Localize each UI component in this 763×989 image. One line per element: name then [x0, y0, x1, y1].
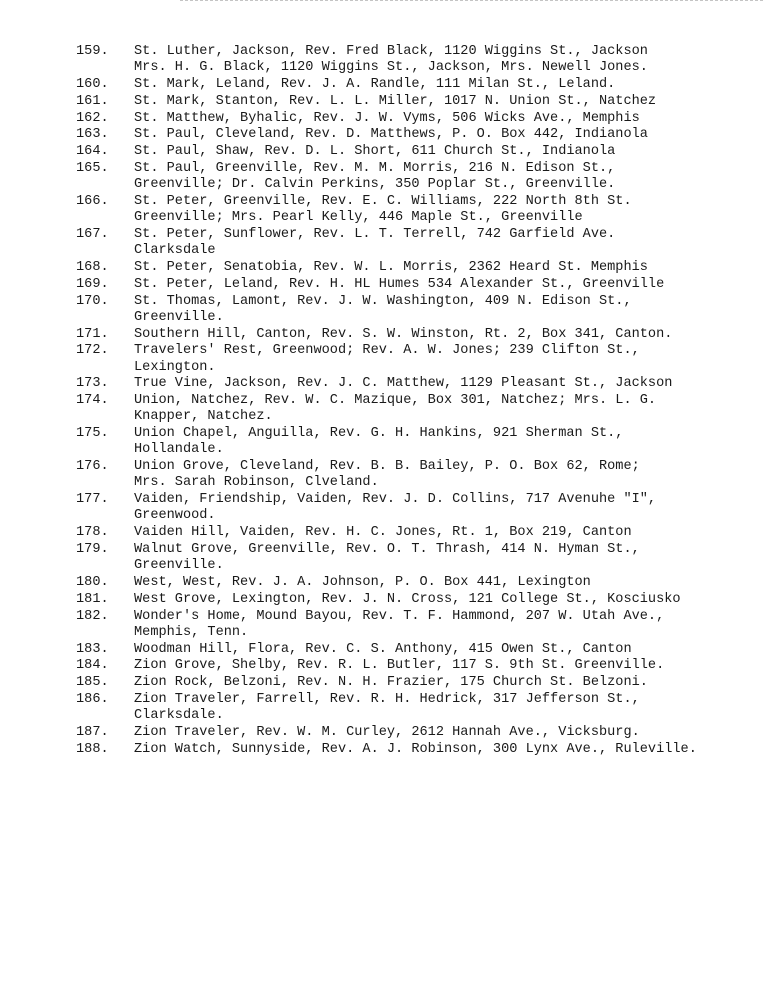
entry-line: St. Peter, Leland, Rev. H. HL Humes 534 Alexander St., Greenville — [134, 276, 665, 292]
entry-line: Greenville; Mrs. Pearl Kelly, 446 Maple St., Greenville — [134, 210, 583, 226]
directory-entry — [76, 525, 756, 541]
directory-entry — [76, 542, 756, 574]
directory-entry — [76, 675, 756, 691]
entry-line: St. Matthew, Byhalic, Rev. J. W. Vyms, 506 Wicks Ave., Memphis — [134, 110, 640, 126]
directory-entry — [76, 277, 756, 293]
entry-line: True Vine, Jackson, Rev. J. C. Matthew, 1129 Pleasant St., Jackson — [134, 376, 673, 392]
entry-text — [134, 127, 756, 143]
entry-line: Walnut Grove, Greenville, Rev. O. T. Thrash, 414 N. Hyman St., — [134, 541, 640, 557]
church-directory-list — [76, 44, 756, 759]
directory-entry — [76, 194, 756, 226]
entry-number: 177. — [76, 492, 109, 508]
entry-number: 172. — [76, 343, 109, 359]
entry-line: Southern Hill, Canton, Rev. S. W. Winston, Rt. 2, Box 341, Canton. — [134, 326, 673, 342]
entry-number: 174. — [76, 393, 109, 409]
entry-number: 162. — [76, 110, 109, 126]
entry-line: Travelers' Rest, Greenwood; Rev. A. W. Jones; 239 Clifton St., — [134, 343, 640, 359]
directory-entry — [76, 294, 756, 326]
entry-text — [134, 575, 756, 591]
entry-line: Memphis, Tenn. — [134, 624, 249, 640]
entry-number: 176. — [76, 459, 109, 475]
directory-entry — [76, 260, 756, 276]
entry-number: 181. — [76, 591, 109, 607]
entry-line: Knapper, Natchez. — [134, 409, 273, 425]
entry-text — [134, 592, 756, 608]
directory-entry — [76, 94, 756, 110]
directory-entry — [76, 393, 756, 425]
directory-entry — [76, 592, 756, 608]
entry-text — [134, 642, 756, 658]
entry-number: 173. — [76, 376, 109, 392]
entry-line: St. Peter, Greenville, Rev. E. C. Williams, 222 North 8th St. — [134, 193, 632, 209]
entry-line: Greenville; Dr. Calvin Perkins, 350 Poplar St., Greenville. — [134, 177, 616, 193]
entry-number: 163. — [76, 127, 109, 143]
entry-line: Union Chapel, Anguilla, Rev. G. H. Hankins, 921 Sherman St., — [134, 426, 624, 442]
entry-text — [134, 725, 756, 741]
directory-entry — [76, 227, 756, 259]
entry-number: 161. — [76, 93, 109, 109]
entry-text — [134, 144, 756, 160]
entry-text — [134, 111, 756, 127]
entry-line: Wonder's Home, Mound Bayou, Rev. T. F. Hammond, 207 W. Utah Ave., — [134, 608, 665, 624]
entry-line: St. Mark, Stanton, Rev. L. L. Miller, 1017 N. Union St., Natchez — [134, 93, 657, 109]
directory-entry — [76, 144, 756, 160]
entry-number: 182. — [76, 608, 109, 624]
directory-entry — [76, 742, 756, 758]
entry-line: Greenville. — [134, 309, 224, 325]
top-border-dashes — [180, 0, 763, 1]
entry-text — [134, 426, 756, 458]
entry-line: Union Grove, Cleveland, Rev. B. B. Bailey, P. O. Box 62, Rome; — [134, 459, 640, 475]
entry-text — [134, 692, 756, 724]
entry-line: Mrs. Sarah Robinson, Clveland. — [134, 475, 379, 491]
directory-entry — [76, 161, 756, 193]
entry-number: 167. — [76, 226, 109, 242]
entry-text — [134, 77, 756, 93]
entry-line: St. Luther, Jackson, Rev. Fred Black, 1120 Wiggins St., Jackson — [134, 44, 648, 59]
directory-entry — [76, 492, 756, 524]
entry-number: 168. — [76, 259, 109, 275]
directory-entry — [76, 609, 756, 641]
entry-text — [134, 44, 756, 76]
entry-line: St. Mark, Leland, Rev. J. A. Randle, 111 Milan St., Leland. — [134, 77, 616, 92]
entry-line: Greenwood. — [134, 508, 216, 524]
directory-entry — [76, 77, 756, 93]
entry-line: Vaiden, Friendship, Vaiden, Rev. J. D. Collins, 717 Avenuhe "I", — [134, 492, 657, 508]
entry-number: 166. — [76, 193, 109, 209]
entry-number: 178. — [76, 525, 109, 541]
entry-line: Union, Natchez, Rev. W. C. Mazique, Box 301, Natchez; Mrs. L. G. — [134, 393, 657, 409]
entry-text — [134, 393, 756, 425]
entry-line: St. Paul, Cleveland, Rev. D. Matthews, P. O. Box 442, Indianola — [134, 127, 648, 143]
entry-number: 171. — [76, 326, 109, 342]
entry-line: St. Paul, Shaw, Rev. D. L. Short, 611 Church St., Indianola — [134, 144, 616, 160]
directory-entry — [76, 725, 756, 741]
entry-line: Hollandale. — [134, 442, 224, 458]
entry-text — [134, 343, 756, 375]
entry-text — [134, 459, 756, 491]
entry-text — [134, 675, 756, 691]
entry-text — [134, 376, 756, 392]
directory-entry — [76, 459, 756, 491]
entry-number: 175. — [76, 426, 109, 442]
entry-number: 185. — [76, 675, 109, 691]
entry-line: Mrs. H. G. Black, 1120 Wiggins St., Jackson, Mrs. Newell Jones. — [134, 60, 648, 76]
entry-line: Zion Grove, Shelby, Rev. R. L. Butler, 117 S. 9th St. Greenville. — [134, 658, 665, 674]
directory-entry — [76, 575, 756, 591]
directory-entry — [76, 343, 756, 375]
entry-number: 184. — [76, 658, 109, 674]
entry-number: 169. — [76, 276, 109, 292]
entry-text — [134, 277, 756, 293]
entry-number: 170. — [76, 293, 109, 309]
entry-text — [134, 227, 756, 259]
entry-text — [134, 194, 756, 226]
entry-line: Zion Rock, Belzoni, Rev. N. H. Frazier, 175 Church St. Belzoni. — [134, 675, 648, 691]
entry-line: Zion Watch, Sunnyside, Rev. A. J. Robinson, 300 Lynx Ave., Ruleville. — [134, 741, 697, 757]
entry-line: Zion Traveler, Farrell, Rev. R. H. Hedrick, 317 Jefferson St., — [134, 691, 640, 707]
entry-text — [134, 525, 756, 541]
entry-line: St. Peter, Sunflower, Rev. L. T. Terrell, 742 Garfield Ave. — [134, 226, 616, 242]
entry-number: 187. — [76, 724, 109, 740]
entry-text — [134, 609, 756, 641]
entry-number: 165. — [76, 160, 109, 176]
entry-line: Clarksdale — [134, 243, 216, 259]
entry-line: West, West, Rev. J. A. Johnson, P. O. Box 441, Lexington — [134, 574, 591, 590]
directory-entry — [76, 642, 756, 658]
entry-text — [134, 542, 756, 574]
entry-line: St. Peter, Senatobia, Rev. W. L. Morris, 2362 Heard St. Memphis — [134, 259, 648, 275]
entry-text — [134, 161, 756, 193]
entry-text — [134, 294, 756, 326]
entry-line: Woodman Hill, Flora, Rev. C. S. Anthony, 415 Owen St., Canton — [134, 641, 632, 657]
directory-entry — [76, 426, 756, 458]
directory-entry — [76, 44, 756, 76]
entry-line: West Grove, Lexington, Rev. J. N. Cross, 121 College St., Kosciusko — [134, 591, 681, 607]
entry-number: 164. — [76, 144, 109, 160]
directory-entry — [76, 127, 756, 143]
entry-line: Vaiden Hill, Vaiden, Rev. H. C. Jones, Rt. 1, Box 219, Canton — [134, 525, 632, 541]
entry-text — [134, 742, 756, 758]
directory-entry — [76, 111, 756, 127]
entry-number: 188. — [76, 741, 109, 757]
entry-line: Zion Traveler, Rev. W. M. Curley, 2612 Hannah Ave., Vicksburg. — [134, 724, 640, 740]
entry-line: Greenville. — [134, 558, 224, 574]
entry-line: St. Paul, Greenville, Rev. M. M. Morris, 216 N. Edison St., — [134, 160, 616, 176]
entry-number: 186. — [76, 691, 109, 707]
entry-text — [134, 658, 756, 674]
entry-line: St. Thomas, Lamont, Rev. J. W. Washington, 409 N. Edison St., — [134, 293, 632, 309]
entry-number: 180. — [76, 574, 109, 590]
directory-entry — [76, 327, 756, 343]
entry-number: 159. — [76, 44, 109, 59]
entry-line: Lexington. — [134, 359, 216, 375]
entry-line: Clarksdale. — [134, 708, 224, 724]
entry-number: 179. — [76, 541, 109, 557]
entry-text — [134, 492, 756, 524]
directory-entry — [76, 658, 756, 674]
entry-number: 160. — [76, 77, 109, 92]
entry-text — [134, 94, 756, 110]
directory-entry — [76, 692, 756, 724]
directory-entry — [76, 376, 756, 392]
entry-number: 183. — [76, 641, 109, 657]
entry-text — [134, 327, 756, 343]
entry-text — [134, 260, 756, 276]
